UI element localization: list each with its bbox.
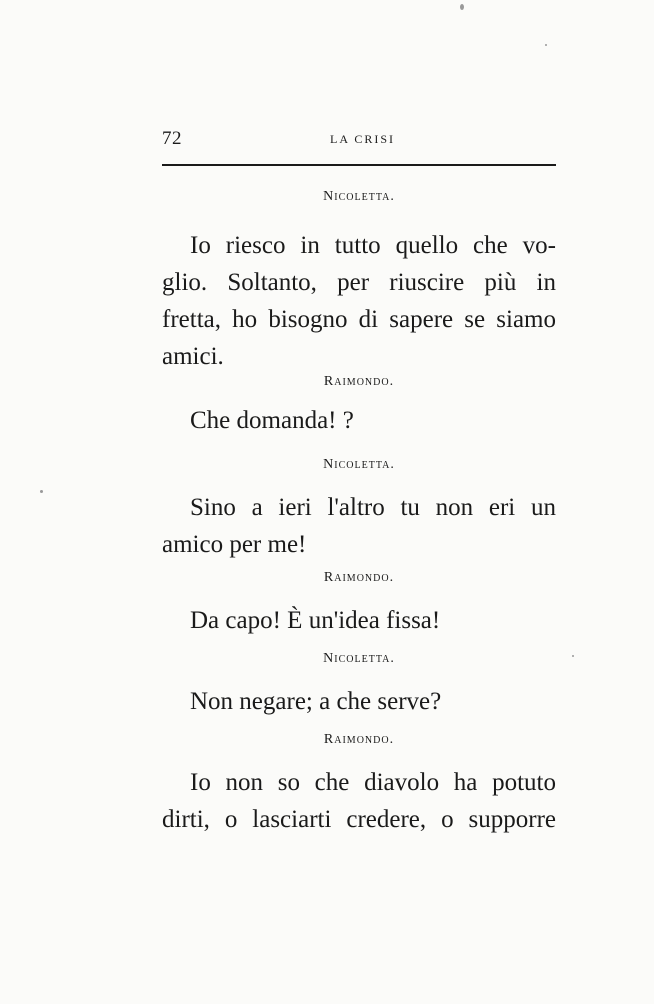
speaker-name: Nicoletta. <box>323 189 395 204</box>
paper-speck <box>40 490 43 493</box>
page-header <box>162 128 556 152</box>
speaker-name: Raimondo. <box>323 570 395 585</box>
dialogue-block <box>162 455 556 563</box>
paper-speck <box>460 4 464 10</box>
paper-speck <box>545 44 547 46</box>
dialogue-line: Sino a ieri l'altro tu non eri un <box>190 494 556 521</box>
running-title: LA CRISI <box>330 132 396 146</box>
speaker-name: Raimondo. <box>323 732 395 747</box>
dialogue-line: amico per me! <box>162 531 307 558</box>
header-rule <box>162 164 556 166</box>
speaker-name: Nicoletta. <box>323 651 395 666</box>
speaker-name: Nicoletta. <box>323 457 395 472</box>
paper-speck <box>572 655 574 657</box>
dialogue-block <box>162 372 556 439</box>
speaker-name: Raimondo. <box>323 374 395 389</box>
dialogue-line: Non negare; a che serve? <box>190 688 442 715</box>
dialogue-line: Che domanda! ? <box>190 407 354 434</box>
dialogue-line: glio. Soltanto, per riuscire più in <box>162 269 556 296</box>
dialogue-block <box>162 730 556 838</box>
dialogue-line: Da capo! È un'idea fissa! <box>190 607 441 634</box>
dialogue-block <box>162 568 556 639</box>
dialogue-line: Io riesco in tutto quello che vo- <box>190 232 556 259</box>
dialogue-block <box>162 187 556 375</box>
page-number: 72 <box>162 128 182 149</box>
dialogue-line: dirti, o lasciarti credere, o supporre <box>162 806 556 833</box>
dialogue-line: fretta, ho bisogno di sapere se siamo <box>162 306 556 333</box>
dialogue-block <box>162 649 556 720</box>
dialogue-line: amici. <box>162 343 224 370</box>
dialogue-line: Io non so che diavolo ha potuto <box>190 769 556 796</box>
